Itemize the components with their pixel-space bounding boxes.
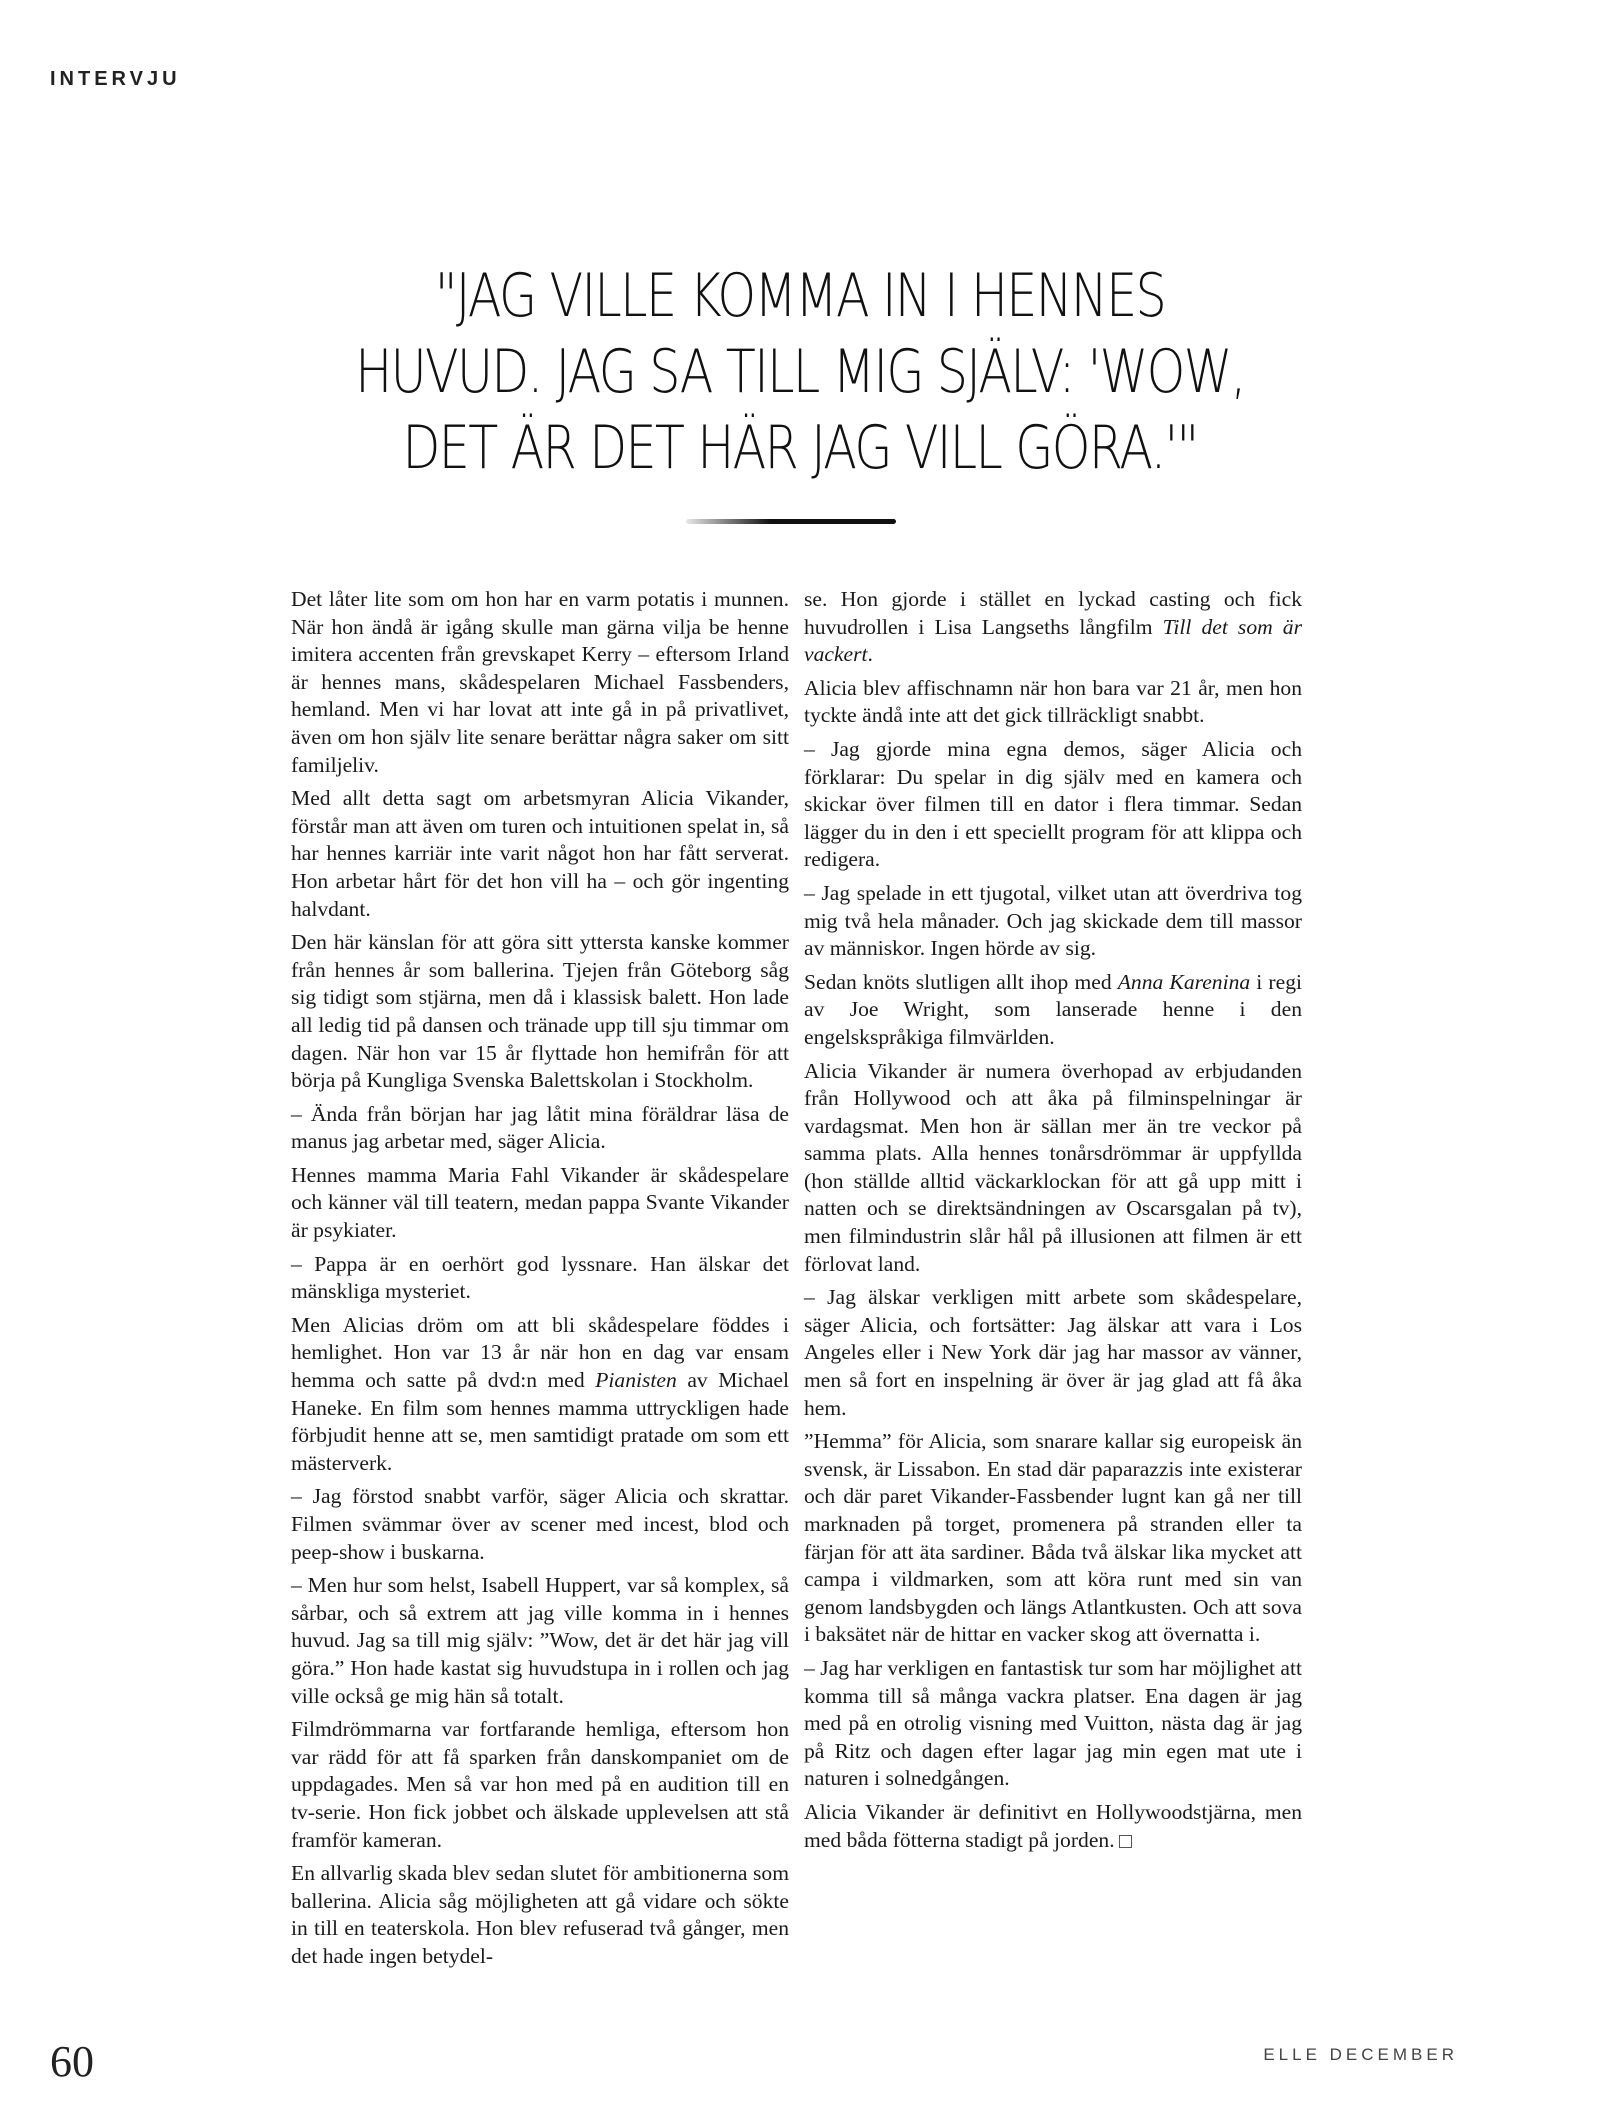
paragraph xyxy=(291,1312,789,1478)
paragraph: Alicia Vikander är numera överhopad av erbjudanden från Hollywood och att åka på filminspelningar är vardagsmat. Men hon är sällan mer än tre veckor på samma plats. Alla hennes tonårsdrömmar är uppfyllda (hon ställde alltid väckarklockan för att gå upp mitt i natten och se direktsändningen av Oscarsgalan på tv), men filmindustrin slår hål på illusionen att filmen är ett förlovat land. xyxy=(804,1058,1302,1276)
article-column-right xyxy=(804,586,1302,1860)
paragraph-text: Men Alicias dröm om att bli skådespelare föddes i hemlighet. Hon var 13 år när hon en dag var ensam hemma och satte på dvd:n med xyxy=(291,1312,789,1393)
end-mark-icon xyxy=(1119,1835,1132,1848)
paragraph-text: se. Hon gjorde i stället en lyckad casting och fick huvudrollen i Lisa Langseths långfilm xyxy=(804,587,1302,639)
paragraph: – Jag förstod snabbt varför, säger Alicia och skrattar. Filmen svämmar över av scener med incest, blod och peep-show i buskarna. xyxy=(291,1484,789,1564)
paragraph-text: . xyxy=(867,642,873,667)
paragraph-text: i regi av Joe Wright, som lanserade henne i den engelskspråkiga filmvärlden. xyxy=(804,969,1302,1049)
paragraph: Den här känslan för att göra sitt yttersta kanske kommer från hennes år som ballerina. Tjejen från Göteborg såg sig tidigt som stjärna, men då i klassisk balett. Hon lade all ledig tid på dansen och tränade upp till sju timmar om dagen. När hon var 15 år flyttade hon hemifrån för att börja på Kungliga Svenska Balettskolan i Stockholm. xyxy=(291,930,789,1093)
film-title: Pianisten xyxy=(595,1368,677,1393)
paragraph: Med allt detta sagt om arbetsmyran Alicia Vikander, förstår man att även om turen och intuitionen spelat in, så har hennes karriär inte varit något hon har fått serverat. Hon arbetar hårt för det hon vill ha – och gör ingenting halvdant. xyxy=(291,786,789,921)
paragraph: Alicia blev affischnamn när hon bara var 21 år, men hon tyckte ändå inte att det gick tillräckligt snabbt. xyxy=(804,675,1302,728)
article-column-left xyxy=(291,586,789,1977)
paragraph: – Men hur som helst, Isabell Huppert, var så komplex, så sårbar, och så extrem att jag ville komma in i hennes huvud. Jag sa till mig själv: ”Wow, det är det här jag vill göra.” Hon hade kastat sig huvudstupa in i rollen och jag ville också ge mig hän så totalt. xyxy=(291,1573,789,1708)
paragraph: – Jag spelade in ett tjugotal, vilket utan att överdriva tog mig två hela månader. Och jag skickade dem till massor av människor. Ingen hörde av sig. xyxy=(804,880,1302,961)
paragraph: ”Hemma” för Alicia, som snarare kallar sig europeisk än svensk, är Lissabon. En stad där paparazzis inte existerar och där paret Vikander-Fassbender lugnt kan gå ner till marknaden på torget, promenera på stranden eller ta färjan för att äta sardiner. Båda två älskar lika mycket att campa i vildmarken, som att köra runt med sin van genom landsbygden och längs Atlantkusten. Och att sova i baksätet när de hittar en vacker skog att övernatta i. xyxy=(804,1429,1302,1647)
paragraph: – Pappa är en oerhört god lyssnare. Han älskar det mänskliga mysteriet. xyxy=(291,1251,789,1304)
paragraph-text: Sedan knöts slutligen allt ihop med xyxy=(804,969,1118,994)
paragraph xyxy=(804,1799,1302,1854)
paragraph-text: av Michael Haneke. En film som hennes mamma uttryckligen hade förbjudit henne att se, men samtidigt pratade om som ett mästerverk. xyxy=(291,1368,789,1475)
paragraph: – Jag har verkligen en fantastisk tur som har möjlighet att komma till så många vackra platser. Ena dagen är jag med på en otrolig visning med Vuitton, nästa dag är jag på Ritz och dagen efter lagar jag min egen mat ute i naturen i solnedgången. xyxy=(804,1655,1302,1791)
pull-quote-line: "JAG VILLE KOMMA IN I HENNES xyxy=(434,261,1166,331)
section-label: INTERVJU xyxy=(50,68,181,90)
film-title: Anna Karenina xyxy=(1117,969,1251,994)
paragraph: Hennes mamma Maria Fahl Vikander är skådespelare och känner väl till teatern, medan pappa Svante Vikander är psykiater. xyxy=(291,1162,789,1243)
page-number: 60 xyxy=(50,2037,94,2086)
paragraph: – Ända från början har jag låtit mina föräldrar läsa de manus jag arbetar med, säger Alicia. xyxy=(291,1101,789,1154)
paragraph xyxy=(804,969,1302,1052)
paragraph: Det låter lite som om hon har en varm potatis i munnen. När hon ändå är igång skulle man gärna vilja be henne imitera accenten från grevskapet Kerry – eftersom Irland är hennes mans, skådespelaren Michael Fassbenders, hemland. Men vi har lovat att inte gå in på privatlivet, även om hon själv lite senare berättar några saker om sitt familjeliv. xyxy=(291,587,789,777)
pull-quote-line: HUVUD. JAG SA TILL MIG SJÄLV: 'WOW, xyxy=(355,337,1245,407)
paragraph: – Jag gjorde mina egna demos, säger Alicia och förklarar: Du spelar in dig själv med en kamera och skickar över filmen till en dator i flera timmar. Sedan lägger du in den i ett speciellt program för att klippa och redigera. xyxy=(804,736,1302,872)
paragraph-text: Alicia Vikander är definitivt en Hollywoodstjärna, men med båda fötterna stadigt på jorden. xyxy=(804,1799,1302,1852)
decorative-divider xyxy=(686,519,896,524)
paragraph xyxy=(804,586,1302,669)
magazine-footer: ELLE DECEMBER xyxy=(1263,2045,1458,2064)
pull-quote xyxy=(200,258,1400,486)
paragraph: En allvarlig skada blev sedan slutet för ambitionerna som ballerina. Alicia såg möjligheten att gå vidare och sökte in till en teaterskola. Hon blev refuserad två gånger, men det hade ingen betydel- xyxy=(291,1861,789,1968)
pull-quote-line: DET ÄR DET HÄR JAG VILL GÖRA.'" xyxy=(402,413,1198,483)
film-title: Till det som är vackert xyxy=(804,614,1302,667)
paragraph: Filmdrömmarna var fortfarande hemliga, eftersom hon var rädd för att få sparken från danskompaniet om de uppdagades. Men så var hon med på en audition till en tv-serie. Hon fick jobbet och älskade upplevelsen att stå framför kameran. xyxy=(291,1717,789,1852)
paragraph: – Jag älskar verkligen mitt arbete som skådespelare, säger Alicia, och fortsätter: Jag älskar att vara i Los Angeles eller i New York där jag har massor av vänner, men så fort en inspelning är över är jag glad att få åka hem. xyxy=(804,1285,1302,1420)
